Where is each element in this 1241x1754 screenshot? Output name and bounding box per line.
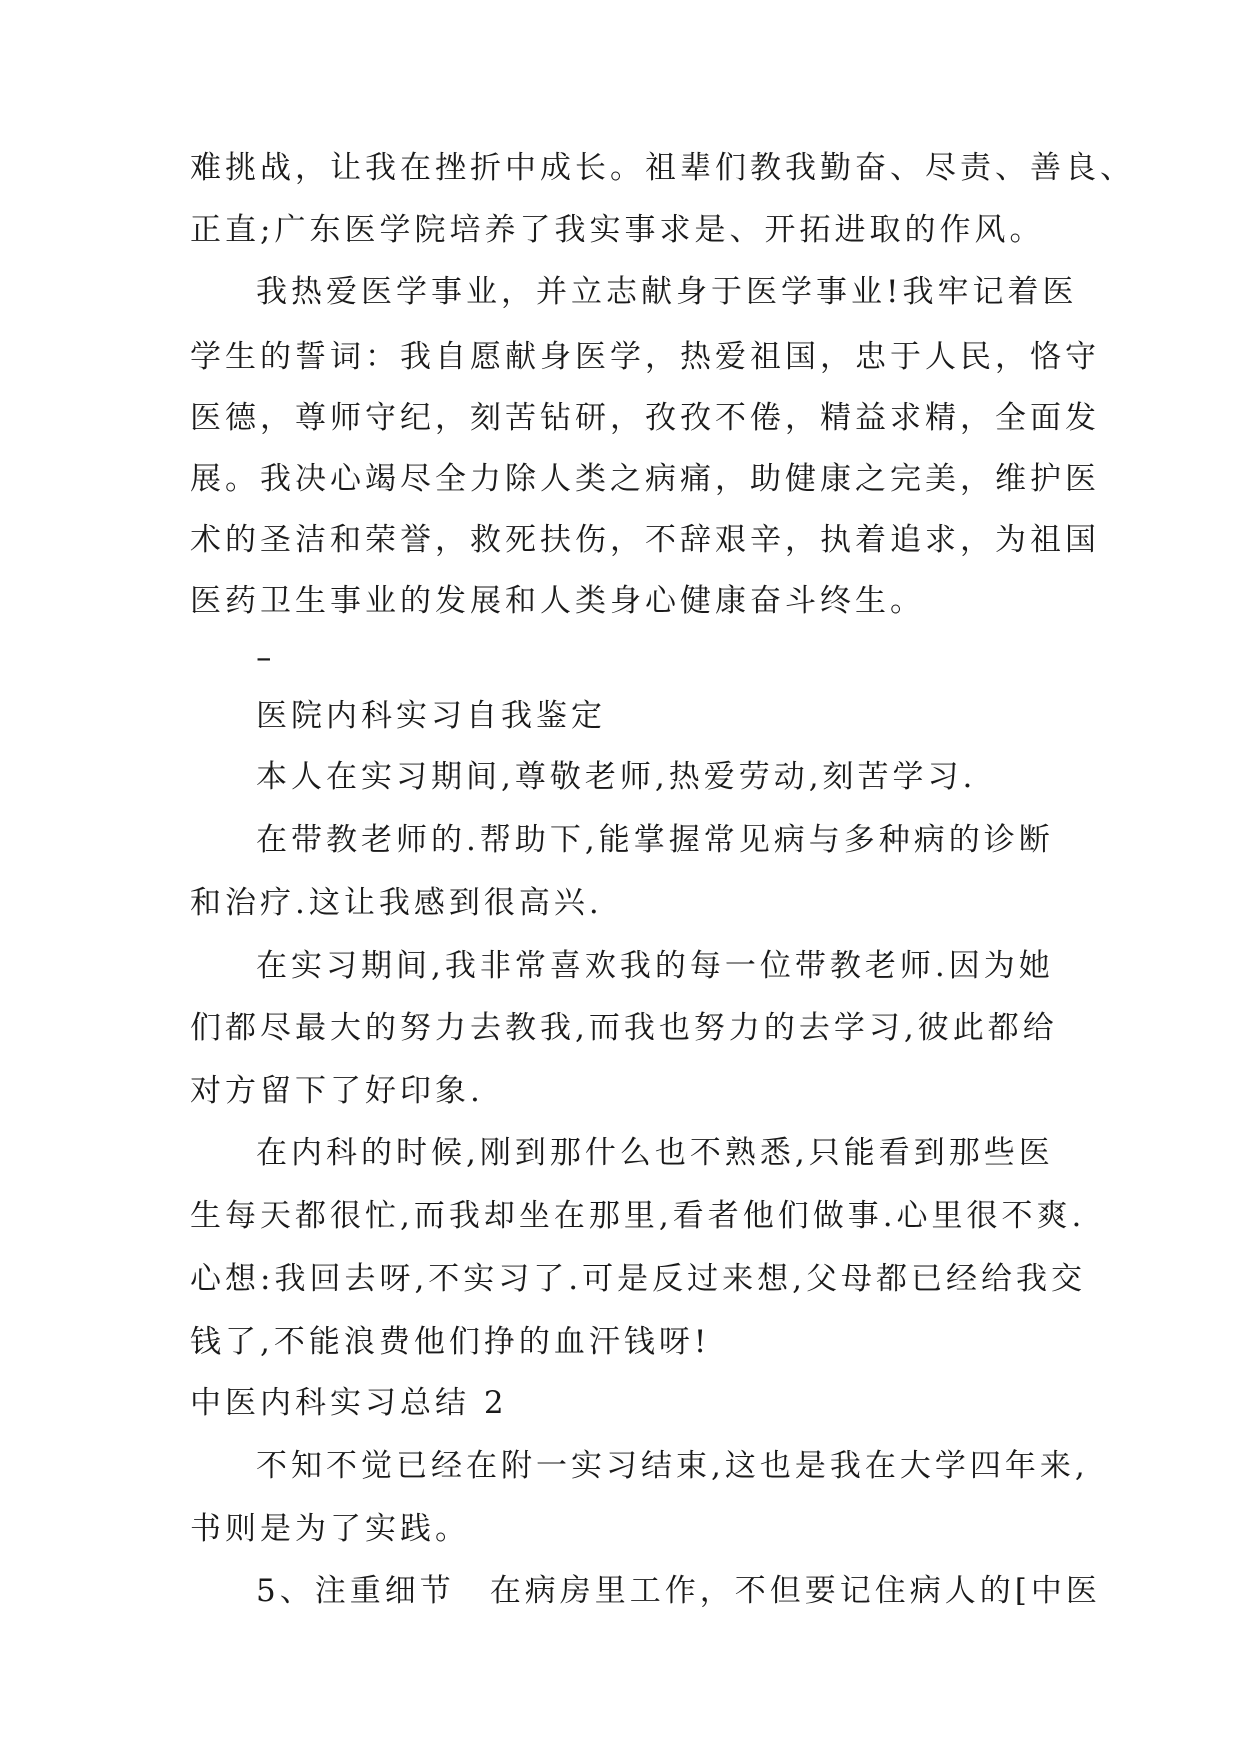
paragraph-line: 在内科的时候,刚到那什么也不熟悉,只能看到那些医 [256,1135,1054,1171]
section-title: 医院内科实习自我鉴定 [256,698,606,734]
paragraph-line: 难挑战，让我在挫折中成长。祖辈们教我勤奋、尽责、善良、 [190,150,1135,186]
paragraph-line: 本人在实习期间,尊敬老师,热爱劳动,刻苦学习. [256,759,977,795]
paragraph-line: 不知不觉已经在附一实习结束,这也是我在大学四年来, [256,1448,1089,1484]
dash-separator: – [256,640,276,676]
paragraph-line: 在带教老师的.帮助下,能掌握常见病与多种病的诊断 [256,822,1054,858]
paragraph-line: 和治疗.这让我感到很高兴. [190,885,603,921]
paragraph-line: 书则是为了实践。 [190,1511,470,1547]
paragraph-line: 心想:我回去呀,不实习了.可是反过来想,父母都已经给我交 [190,1261,1087,1297]
paragraph-line: 展。我决心竭尽全力除人类之病痛，助健康之完美，维护医 [190,461,1100,497]
paragraph-line: 术的圣洁和荣誉，救死扶伤，不辞艰辛，执着追求，为祖国 [190,522,1100,558]
paragraph-line: 钱了,不能浪费他们挣的血汗钱呀! [190,1324,711,1360]
paragraph-line: 生每天都很忙,而我却坐在那里,看者他们做事.心里很不爽. [190,1198,1086,1234]
section-title: 中医内科实习总结 2 [190,1385,508,1421]
paragraph-line: 对方留下了好印象. [190,1073,484,1109]
paragraph-line: 我热爱医学事业，并立志献身于医学事业!我牢记着医 [256,274,1078,310]
paragraph-line: 医德，尊师守纪，刻苦钻研，孜孜不倦，精益求精，全面发 [190,400,1100,436]
paragraph-line: 学生的誓词：我自愿献身医学，热爱祖国，忠于人民，恪守 [190,339,1100,375]
paragraph-line: 医药卫生事业的发展和人类身心健康奋斗终生。 [190,583,925,619]
paragraph-line: 在实习期间,我非常喜欢我的每一位带教老师.因为她 [256,948,1054,984]
paragraph-line: 们都尽最大的努力去教我,而我也努力的去学习,彼此都给 [190,1010,1058,1046]
paragraph-line: 正直;广东医学院培养了我实事求是、开拓进取的作风。 [190,212,1045,248]
paragraph-line: 5、注重细节 在病房里工作，不但要记住病人的[中医 [256,1573,1101,1609]
